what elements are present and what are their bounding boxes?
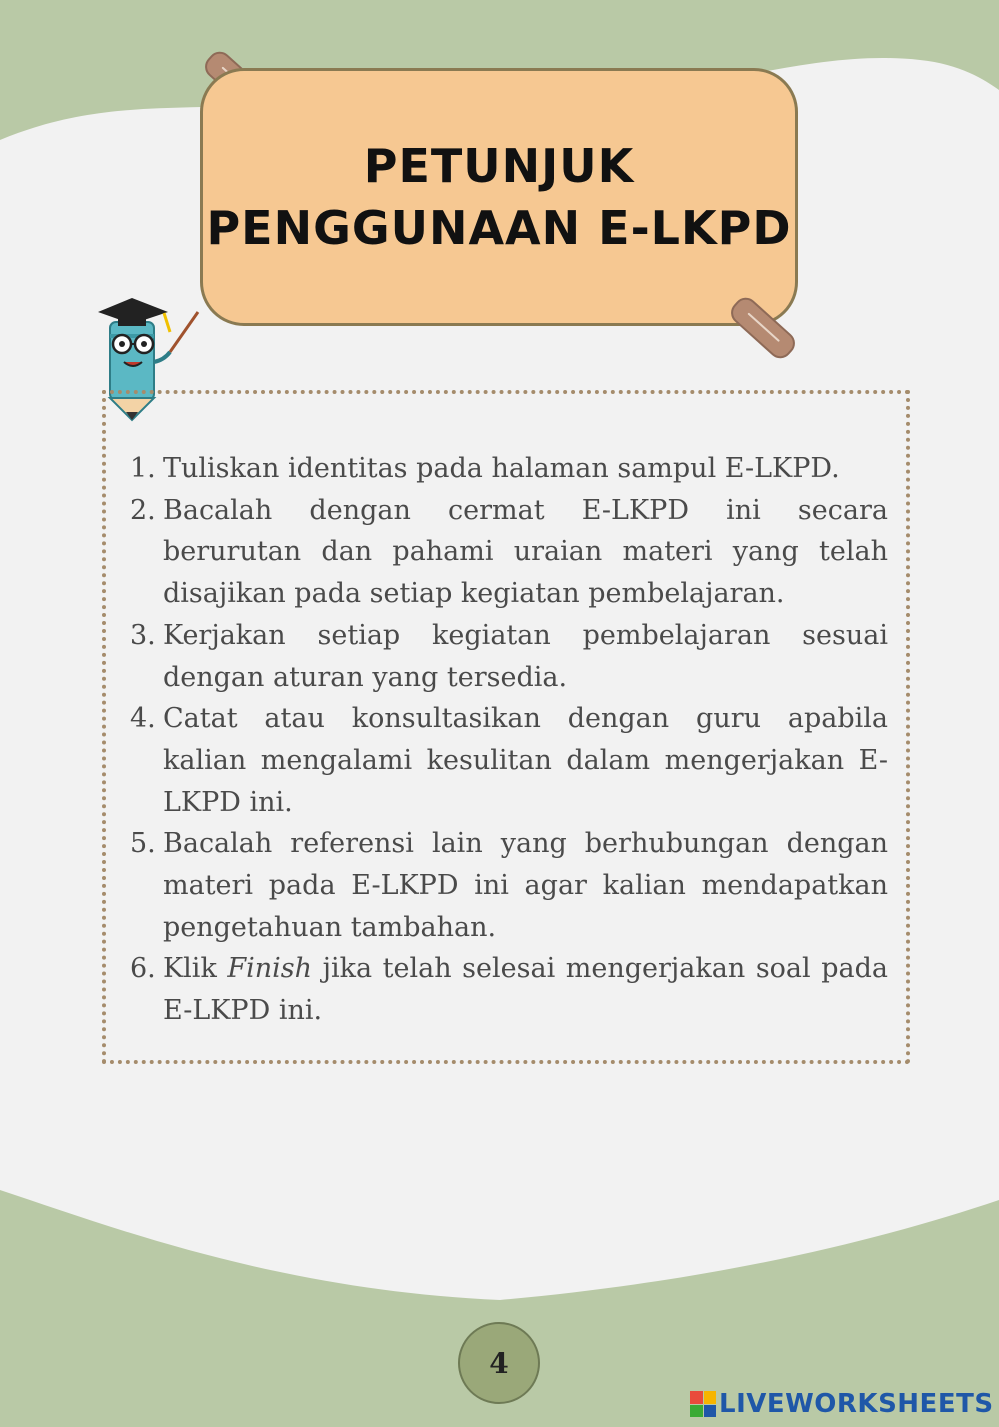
item-text-part: jika telah selesai mengerjakan soal pada E-LKPD ini. — [163, 953, 888, 1027]
title-line-1: PETUNJUK — [363, 139, 635, 193]
page-number: 4 — [458, 1322, 540, 1404]
item-text: Kerjakan setiap kegiatan pembelajaran sesuai dengan aturan yang tersedia. — [163, 619, 888, 693]
item-number: 3. — [130, 619, 156, 651]
instructions-list — [130, 448, 888, 1032]
item-text — [163, 948, 888, 1031]
item-number: 6. — [130, 953, 156, 985]
list-item — [130, 615, 888, 698]
item-text: Bacalah referensi lain yang berhubungan dengan materi pada E-LKPD ini agar kalian mendapatkan pengetahuan tambahan. — [163, 828, 888, 943]
item-text: Bacalah dengan cermat E-LKPD ini secara berurutan dan pahami uraian materi yang telah disajikan pada setiap kegiatan pembelajaran. — [163, 494, 888, 610]
item-number: 5. — [130, 828, 156, 860]
list-item — [130, 448, 888, 490]
list-item — [130, 698, 888, 823]
finish-label: Finish — [227, 953, 313, 985]
item-text: Tuliskan identitas pada halaman sampul E-LKPD. — [163, 453, 840, 484]
item-number: 1. — [130, 453, 156, 484]
brand-text: LIVEWORKSHEETS — [719, 1389, 994, 1419]
title-banner — [200, 68, 798, 326]
list-item — [130, 823, 888, 948]
item-text-part: Klik — [163, 953, 228, 985]
item-number: 4. — [130, 703, 156, 735]
item-number: 2. — [130, 494, 156, 526]
list-item — [130, 490, 888, 615]
liveworksheets-logo-icon — [690, 1391, 716, 1417]
item-text: Catat atau konsultasikan dengan guru apabila kalian mengalami kesulitan dalam mengerjakan E-LKPD ini. — [163, 703, 888, 818]
list-item — [130, 948, 888, 1031]
title-line-2: PENGGUNAAN E-LKPD — [206, 201, 792, 255]
liveworksheets-logo — [690, 1388, 994, 1420]
